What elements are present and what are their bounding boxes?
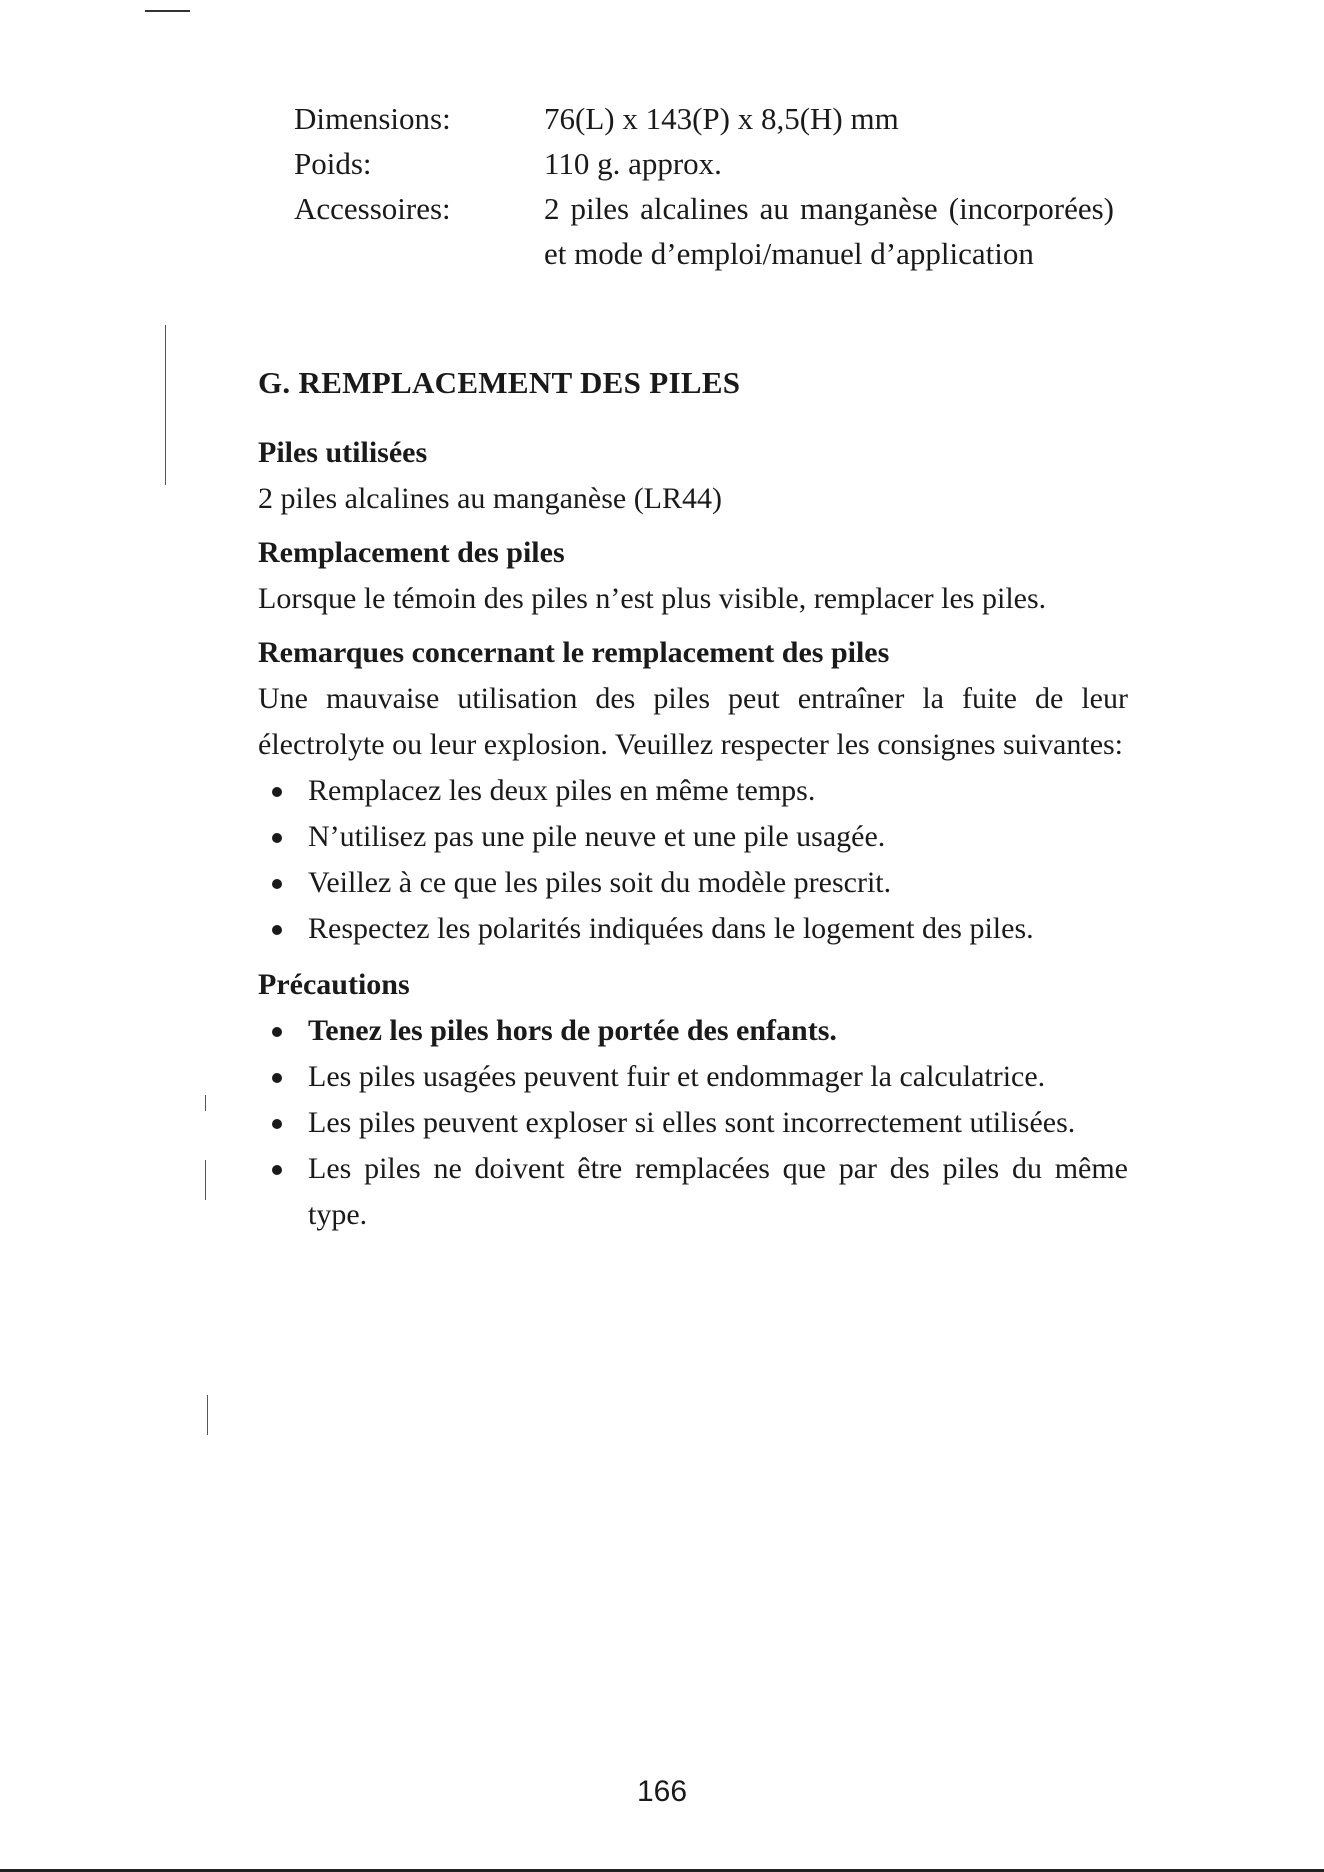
spec-value: 76(L) x 143(P) x 8,5(H) mm	[544, 101, 899, 136]
spec-label: Accessoires:	[294, 191, 451, 226]
list-item	[258, 768, 1128, 814]
bullet-icon	[272, 1165, 282, 1175]
list-item	[258, 860, 1128, 906]
list-item-text: Les piles peuvent exploser si elles sont incorrectement utilisées.	[308, 1106, 1076, 1139]
spec-label: Dimensions:	[294, 101, 451, 136]
spec-row-accessories	[294, 186, 1114, 276]
replacement-heading: Remplacement des piles	[258, 536, 565, 569]
list-item	[258, 1146, 1128, 1238]
section-content	[258, 360, 1128, 1246]
batteries-used-heading: Piles utilisées	[258, 436, 428, 469]
bullet-icon	[272, 1073, 282, 1083]
bullet-icon	[272, 879, 282, 889]
list-item-text: Respectez les polarités indiquées dans le logement des piles.	[308, 912, 1034, 945]
list-item-text: Les piles usagées peuvent fuir et endommager la calculatrice.	[308, 1060, 1046, 1093]
bullet-icon	[272, 833, 282, 843]
bullet-icon	[272, 787, 282, 797]
margin-mark	[207, 1395, 208, 1435]
batteries-used-text: 2 piles alcalines au manganèse (LR44)	[258, 482, 723, 515]
list-item-text: N’utilisez pas une pile neuve et une pile usagée.	[308, 820, 886, 853]
margin-mark	[205, 1095, 206, 1111]
list-item	[258, 906, 1128, 952]
replacement-text: Lorsque le témoin des piles n’est plus visible, remplacer les piles.	[258, 582, 1047, 615]
spec-value: 110 g. approx.	[544, 146, 722, 181]
list-item	[258, 814, 1128, 860]
list-item	[258, 1008, 1128, 1054]
margin-mark	[205, 1160, 206, 1200]
spec-row-dimensions	[294, 96, 1114, 141]
list-item-text: Tenez les piles hors de portée des enfants.	[308, 1014, 837, 1047]
spec-value: 2 piles alcalines au manganèse (incorporées) et mode d’emploi/manuel d’application	[544, 191, 1114, 271]
precautions-list	[258, 1008, 1128, 1238]
spec-table	[294, 96, 1114, 276]
remarks-heading: Remarques concernant le remplacement des piles	[258, 636, 890, 669]
precautions-heading: Précautions	[258, 968, 410, 1001]
bullet-icon	[272, 1119, 282, 1129]
list-item-text: Les piles ne doivent être remplacées que par des piles du même type.	[308, 1152, 1128, 1231]
bullet-icon	[272, 1027, 282, 1037]
section-title: G. REMPLACEMENT DES PILES	[258, 365, 741, 400]
list-item-text: Remplacez les deux piles en même temps.	[308, 774, 816, 807]
page-number: 166	[636, 1775, 688, 1808]
remarks-list	[258, 768, 1128, 952]
list-item-text: Veillez à ce que les piles soit du modèle prescrit.	[308, 866, 892, 899]
spec-row-weight	[294, 141, 1114, 186]
spec-label: Poids:	[294, 146, 372, 181]
remarks-text: Une mauvaise utilisation des piles peut entraîner la fuite de leur électrolyte ou leur explosion. Veuillez respecter les consignes suivantes:	[258, 682, 1128, 761]
top-rule	[145, 10, 190, 12]
list-item	[258, 1054, 1128, 1100]
list-item	[258, 1100, 1128, 1146]
margin-mark	[165, 325, 166, 485]
bullet-icon	[272, 925, 282, 935]
